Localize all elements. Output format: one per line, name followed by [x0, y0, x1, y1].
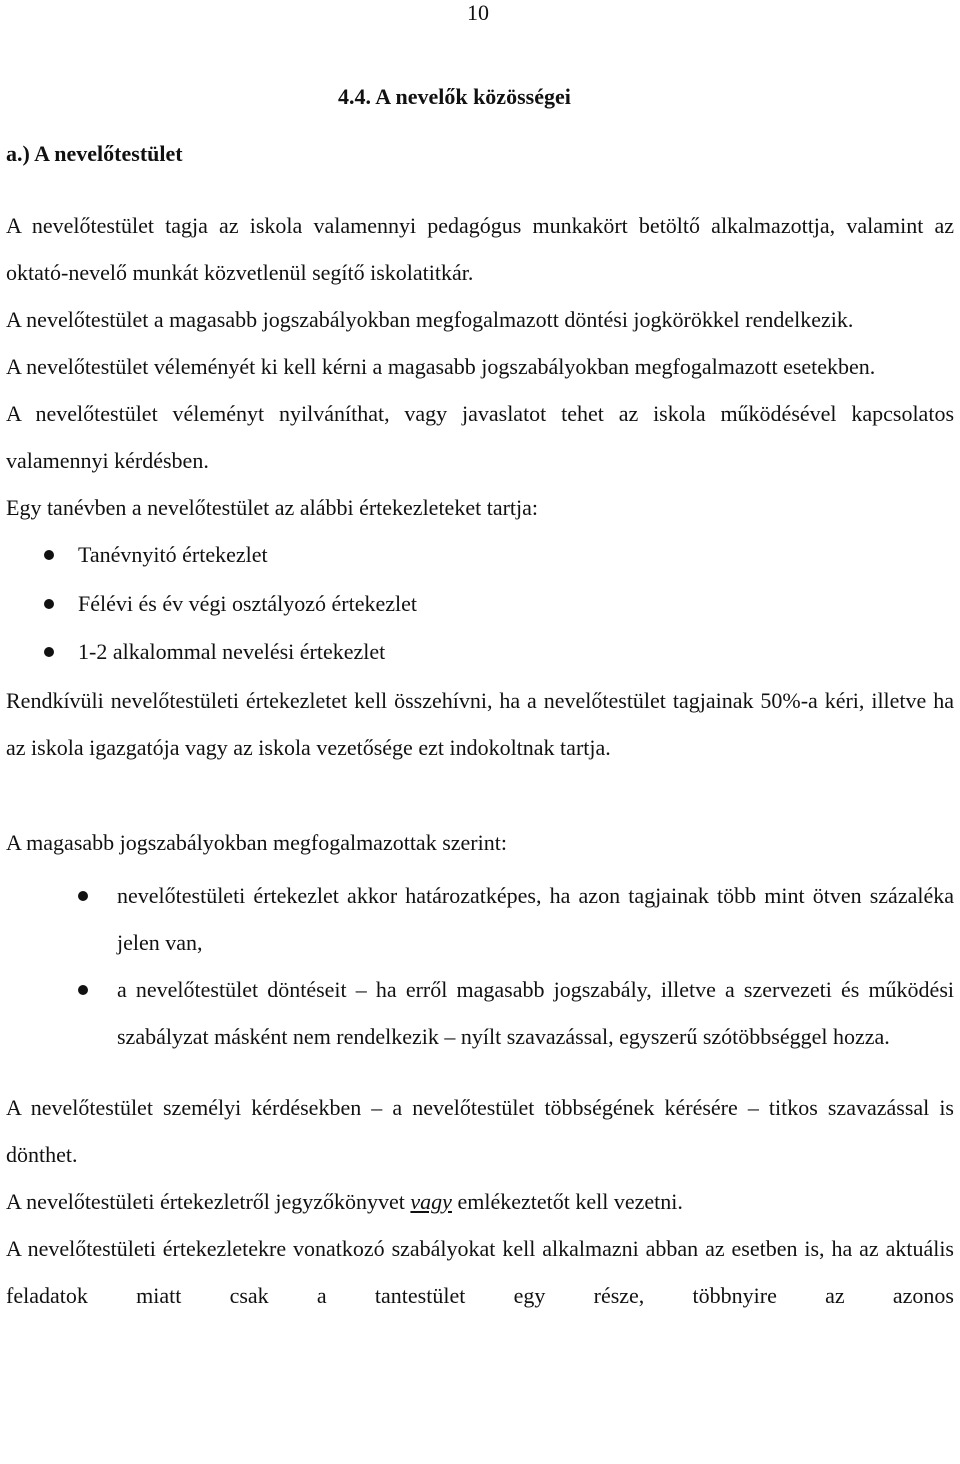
bullet-icon	[44, 599, 54, 609]
paragraph-meetings-intro: Egy tanévben a nevelőtestület az alábbi értekezleteket tartja:	[6, 495, 539, 520]
bullet-icon	[44, 647, 54, 657]
list-item: 1-2 alkalommal nevelési értekezlet	[6, 628, 954, 677]
paragraph-minutes: A nevelőtestületi értekezletről jegyzőkönyvet vagy emlékeztetőt kell vezetni.	[6, 1188, 683, 1214]
legal-list	[6, 872, 954, 1060]
paragraph-legal-intro: A magasabb jogszabályokban megfogalmazottak szerint:	[6, 829, 507, 855]
page-number: 10	[467, 0, 489, 25]
emphasized-word: vagy	[410, 1188, 452, 1214]
paragraph-extraordinary: Rendkívüli nevelőtestületi értekezletet kell összehívni, ha a nevelőtestület tagjainak 50%-a kéri, illetve ha az iskola igazgatója vagy az iskola vezetősége ezt indokoltnak tartja.	[6, 687, 954, 760]
meetings-list	[6, 531, 954, 677]
paragraph-opinion-optional: A nevelőtestület véleményt nyilváníthat, vagy javaslatot tehet az iskola működésével kapcsolatos valamennyi kérdésben.	[6, 401, 954, 473]
list-item: nevelőtestületi értekezlet akkor határozatképes, ha azon tagjainak több mint ötven százaléka jelen van,	[6, 872, 954, 966]
bullet-icon	[78, 985, 88, 995]
list-item: Félévi és év végi osztályozó értekezlet	[6, 580, 954, 629]
list-item: a nevelőtestület döntéseit – ha erről magasabb jogszabály, illetve a szervezeti és működési szabályzat másként nem rendelkezik – nyílt szavazással, egyszerű szótöbbséggel hozza.	[6, 966, 954, 1060]
paragraph-personal-matters: A nevelőtestület személyi kérdésekben – a nevelőtestület többségének kérésére – titkos szavazással is dönthet.	[6, 1094, 954, 1167]
paragraph-decision-rights: A nevelőtestület a magasabb jogszabályokban megfogalmazott döntési jogkörökkel rendelkezik.	[6, 307, 854, 332]
subsection-title: a.) A nevelőtestület	[6, 141, 183, 166]
bullet-icon	[44, 550, 54, 560]
paragraph-membership: A nevelőtestület tagja az iskola valamennyi pedagógus munkakört betöltő alkalmazottja, valamint az oktató-nevelő munkát közvetlenül segítő iskolatitkár.	[6, 213, 954, 285]
section-title: 4.4. A nevelők közösségei	[338, 84, 571, 109]
paragraph-opinion-required: A nevelőtestület véleményét ki kell kérni a magasabb jogszabályokban megfogalmazott esetekben.	[6, 354, 876, 379]
paragraph-final: A nevelőtestületi értekezletekre vonatkozó szabályokat kell alkalmazni abban az esetben is, ha az aktuális feladatok miatt csak a tantestület egy része, többnyire az azonos	[6, 1235, 954, 1308]
list-item: Tanévnyitó értekezlet	[6, 531, 954, 580]
bullet-icon	[78, 891, 88, 901]
body-text	[6, 202, 954, 1319]
